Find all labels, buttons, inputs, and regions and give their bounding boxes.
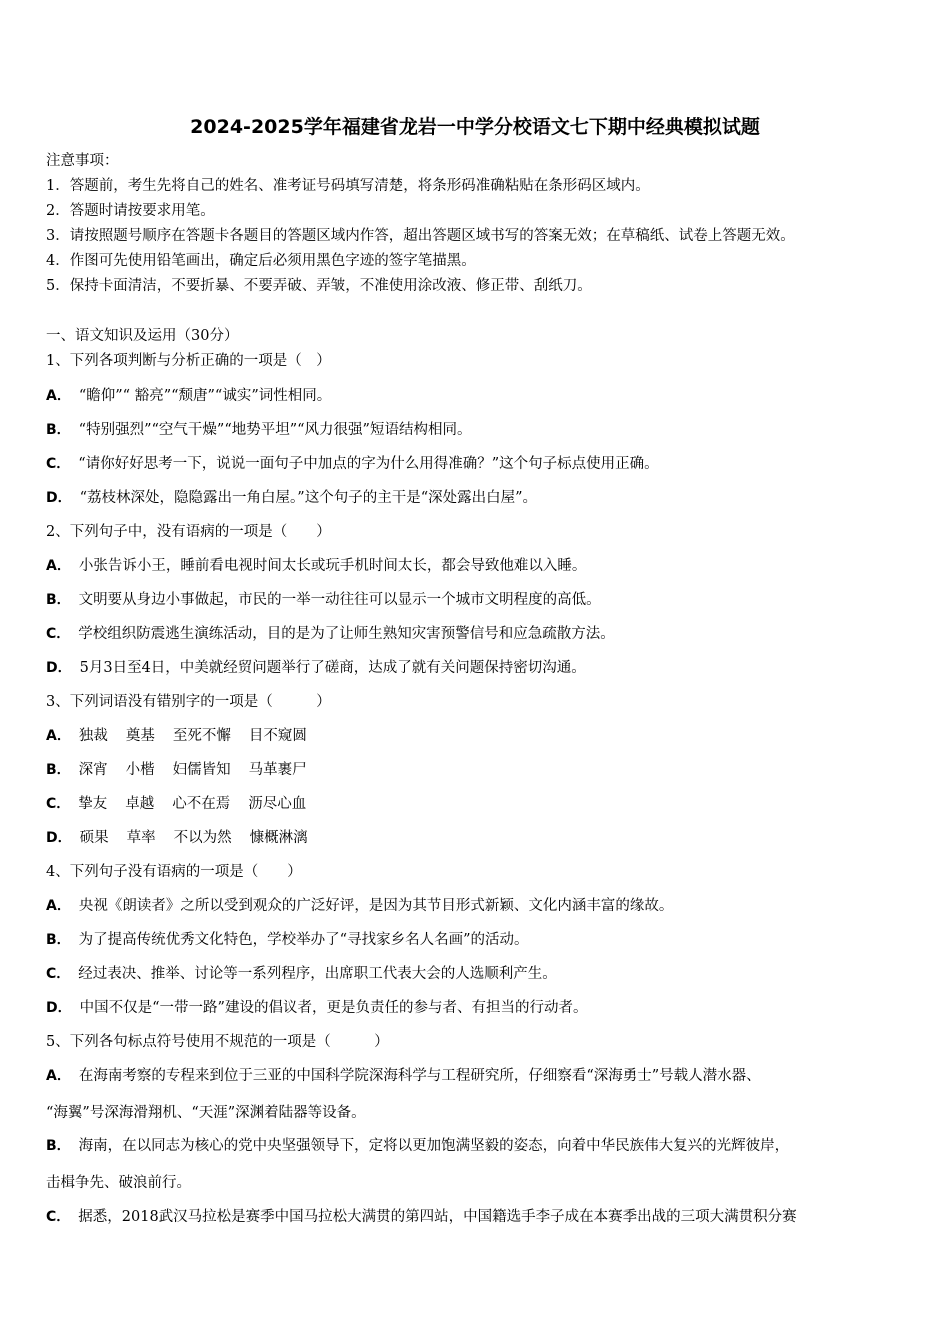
answer-option: [46, 828, 308, 848]
option-text: “请你好好思考一下，说说一面句子中加点的字为什么用得准确？”这个句子标点使用正确。: [78, 456, 659, 472]
option-letter: A．: [46, 728, 71, 744]
answer-option: [46, 964, 557, 984]
option-text: 据悉，2018武汉马拉松是赛季中国马拉松大满贯的第四站，中国籍选手李子成在本赛季出战的三项大满贯积分赛: [78, 1209, 797, 1225]
option-letter: D．: [46, 660, 72, 676]
option-word: 马革裹尸: [248, 762, 307, 778]
option-letter: A．: [46, 558, 71, 574]
question-stem: 4、下列句子没有语病的一项是（ ）: [46, 864, 302, 880]
option-letter: D．: [46, 1000, 72, 1016]
answer-option: [46, 386, 331, 406]
option-word: 奠基: [125, 728, 155, 744]
notice-heading: 注意事项：: [46, 153, 119, 169]
option-text: 央视《朗读者》之所以受到观众的广泛好评，是因为其节目形式新颖、文化内涵丰富的缘故。: [78, 898, 674, 914]
option-word: 深宵: [78, 762, 108, 778]
option-letter: A．: [46, 1068, 71, 1084]
option-word: 慷概淋漓: [249, 830, 308, 846]
answer-option: [46, 590, 601, 610]
option-text: 5月3日至4日，中美就经贸问题举行了磋商，达成了就有关问题保持密切沟通。: [79, 660, 586, 676]
option-text: 海南，在以同志为核心的党中央坚强领导下，定将以更加饱满坚毅的姿态，向着中华民族伟大复兴的光辉彼岸，: [78, 1138, 790, 1154]
option-continuation: “海翼”号深海滑翔机、“天涯”深渊着陆器等设备。: [46, 1105, 366, 1121]
option-text: 经过表决、推举、讨论等一系列程序，出席职工代表大会的人选顺利产生。: [78, 966, 557, 982]
option-text: “特别强烈”“空气干燥”“地势平坦”“风力很强”短语结构相同。: [78, 422, 472, 438]
answer-option: [46, 930, 529, 950]
answer-option: [46, 624, 615, 644]
option-word: 草率: [126, 830, 156, 846]
option-word: 沥尽心血: [248, 796, 307, 812]
question-stem: 2、下列句子中，没有语病的一项是（ ）: [46, 524, 331, 540]
notice-item: 4．作图可先使用铅笔画出，确定后必须用黑色字迹的签字笔描黑。: [46, 253, 476, 269]
question-stem: 3、下列词语没有错别字的一项是（ ）: [46, 694, 331, 710]
answer-option: [46, 488, 537, 508]
answer-option: [46, 760, 307, 780]
option-word: 妇儒皆知: [172, 762, 231, 778]
option-letter: B．: [46, 422, 71, 438]
answer-option: [46, 896, 673, 916]
option-text: “荔枝林深处，隐隐露出一角白屋。”这个句子的主干是“深处露出白屋”。: [79, 490, 538, 506]
option-word: 目不窥圆: [248, 728, 307, 744]
option-text: 为了提高传统优秀文化特色，学校举办了“寻找家乡名人名画”的活动。: [78, 932, 529, 948]
option-text: 中国不仅是“一带一路”建设的倡议者，更是负责任的参与者、有担当的行动者。: [79, 1000, 588, 1016]
answer-option: [46, 1066, 761, 1086]
option-letter: A．: [46, 388, 71, 404]
option-letter: C．: [46, 796, 71, 812]
option-word: 卓越: [125, 796, 155, 812]
option-word: 心不在焉: [172, 796, 231, 812]
option-text: 文明要从身边小事做起，市民的一举一动往往可以显示一个城市文明程度的高低。: [78, 592, 601, 608]
notice-item: 3．请按照题号顺序在答题卡各题目的答题区域内作答，超出答题区域书写的答案无效；在草稿纸、试卷上答题无效。: [46, 228, 795, 244]
option-text: “瞻仰”“ 豁亮”“颓唐”“诚实”词性相同。: [78, 388, 332, 404]
answer-option: [46, 726, 307, 746]
answer-option: [46, 658, 586, 678]
page-title: 2024-2025学年福建省龙岩一中学分校语文七下期中经典模拟试题: [190, 116, 760, 138]
notice-item: 1．答题前，考生先将自己的姓名、准考证号码填写清楚，将条形码准确粘贴在条形码区域内。: [46, 178, 650, 194]
option-letter: D．: [46, 830, 72, 846]
option-word: 小楷: [125, 762, 155, 778]
option-letter: B．: [46, 932, 71, 948]
option-letter: C．: [46, 1209, 71, 1225]
question-stem: 5、下列各句标点符号使用不规范的一项是（ ）: [46, 1034, 389, 1050]
answer-option: [46, 1207, 797, 1227]
notice-item: 2．答题时请按要求用笔。: [46, 203, 215, 219]
option-continuation: 击楫争先、破浪前行。: [46, 1175, 191, 1191]
answer-option: [46, 1136, 789, 1156]
question-stem: 1、下列各项判断与分析正确的一项是（ ）: [46, 353, 331, 369]
option-letter: B．: [46, 762, 71, 778]
option-text: 学校组织防震逃生演练活动，目的是为了让师生熟知灾害预警信号和应急疏散方法。: [78, 626, 615, 642]
option-letter: D．: [46, 490, 72, 506]
option-letter: B．: [46, 1138, 71, 1154]
section-heading: 一、语文知识及运用（30分）: [46, 328, 239, 344]
option-letter: C．: [46, 626, 71, 642]
option-word: 至死不懈: [172, 728, 231, 744]
option-text: 小张告诉小王，睡前看电视时间太长或玩手机时间太长，都会导致他难以入睡。: [78, 558, 587, 574]
option-word: 挚友: [78, 796, 108, 812]
answer-option: [46, 420, 471, 440]
option-letter: B．: [46, 592, 71, 608]
option-letter: C．: [46, 456, 71, 472]
option-word: 硕果: [79, 830, 109, 846]
answer-option: [46, 998, 587, 1018]
answer-option: [46, 556, 586, 576]
notice-item: 5．保持卡面清洁，不要折暴、不要弄破、弄皱，不准使用涂改液、修正带、刮纸刀。: [46, 278, 592, 294]
option-letter: A．: [46, 898, 71, 914]
option-text: 在海南考察的专程来到位于三亚的中国科学院深海科学与工程研究所，仔细察看“深海勇士”号载人潜水器、: [78, 1068, 761, 1084]
answer-option: [46, 794, 306, 814]
answer-option: [46, 454, 659, 474]
option-word: 不以为然: [173, 830, 232, 846]
option-word: 独裁: [78, 728, 108, 744]
option-letter: C．: [46, 966, 71, 982]
